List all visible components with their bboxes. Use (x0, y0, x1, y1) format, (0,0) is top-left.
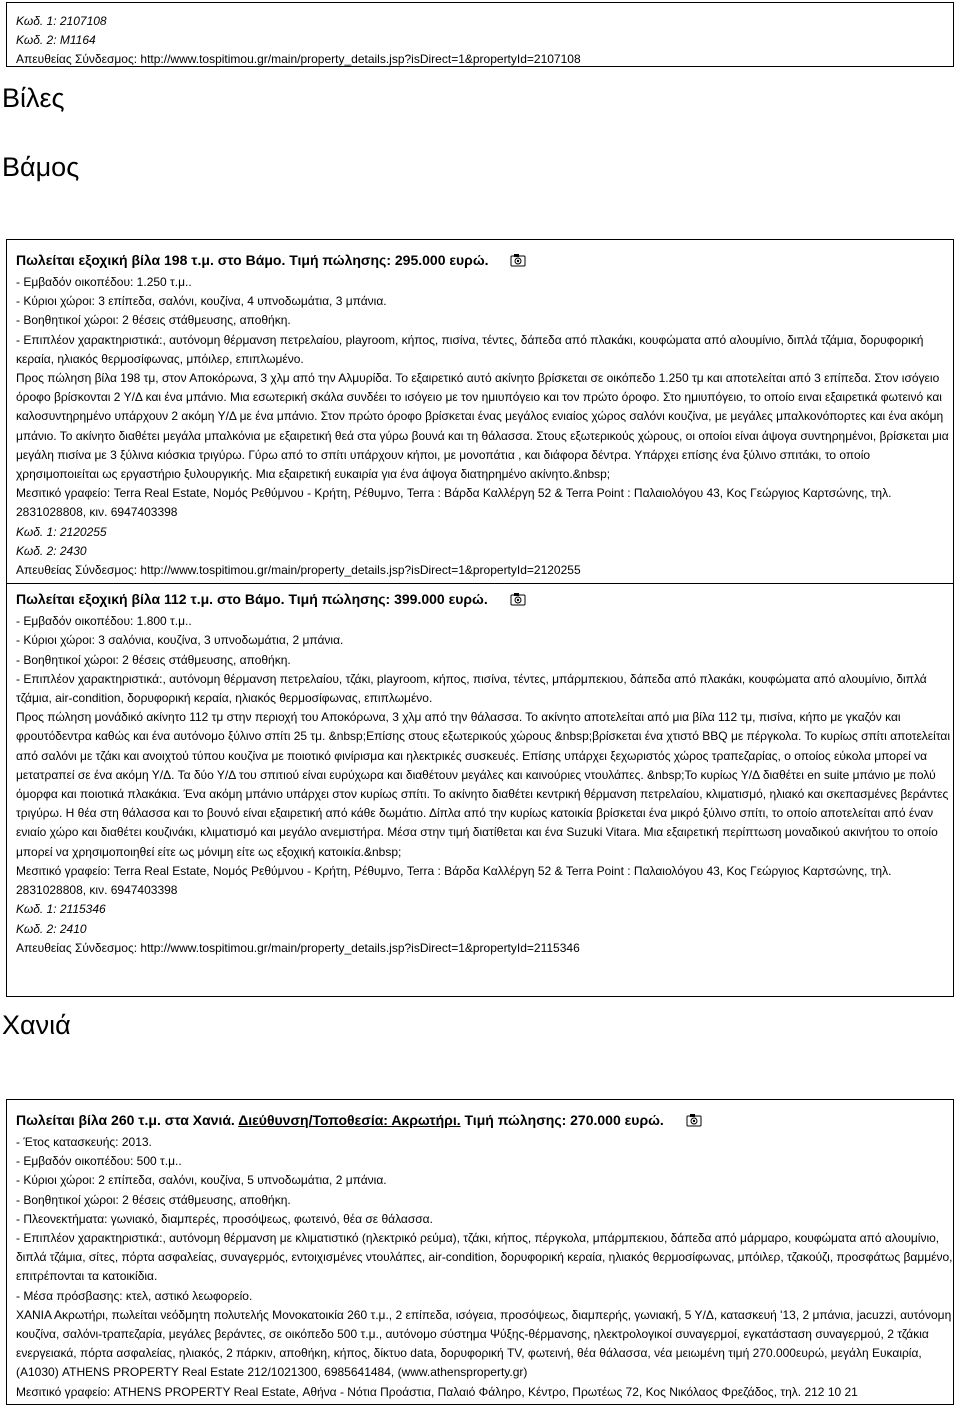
camera-icon[interactable] (510, 590, 526, 612)
listing3-description: ΧΑΝΙΑ Ακρωτήρι, πωλείται νεόδμητη πολυτελής Μονοκατοικία 260 τ.μ., 2 επίπεδα, ισόγεια, προσόψεως, διαμπερής, γωνιακή, 5 Υ/Δ, κατασκευή '13, 2 μπάνια, jacuzzi, αυτόνομη κουζίνα, σαλόνι-τραπεζαρία, μεγάλες βεράντες, σε οικόπεδο 500 τ.μ., αυτόνομο σύστημα Ψύξης-θέρμανσης, ηλεκτρολογικοί συναγερμοί, εγκατάσταση συναγερμού, 2 τζάκια ενεργειακά, πόρτα ασφαλείας, ηλιακός, 2 πάρκιν, αποθήκη, κήπος, δίκτυο data, δορυφορική TV, φωτεινή, θέα θάλασσα, νέα μειωμένη τιμή 270.000ευρώ, μεγάλη Ευκαιρία, (Α1030) ATHENS PROPERTY Real Estate 212/1021300, 6985641484, (www.athensproperty.gr) (16, 1307, 952, 1380)
listing1-extras: - Επιπλέον χαρακτηριστικά:, αυτόνομη θέρμανση πετρελαίου, playroom, κήπος, πισίνα, τέντες, δάπεδα από πλακάκι, κουφώματα από αλουμίνιο, διπλά τζάμια, δορυφορική κεραία, ηλιακός θερμοσίφωνας, μπόιλερ, επιπλωμένο. (16, 332, 924, 366)
listing3-plot: - Εμβαδόν οικοπέδου: 500 τ.μ.. (16, 1154, 182, 1169)
listing3-title (16, 1109, 953, 1133)
listing2-broker: Μεσιτικό γραφείο: Terra Real Estate, Νομός Ρεθύμνου - Κρήτη, Ρέθυμνο, Terra : Βάρδα Καλλέργη 52 & Terra Point : Παλαιολόγου 43, Κος Γεώργιος Καρτσώνης, τηλ. 2831028808, κιν. 6947403398 (16, 863, 892, 898)
listing2-main-spaces: - Κύριοι χώροι: 3 σαλόνια, κουζίνα, 3 υπνοδωμάτια, 2 μπάνια. (16, 633, 344, 648)
region-villas-heading: Βίλες (2, 83, 65, 113)
listing2-description: Προς πώληση μονάδικό ακίνητο 112 τμ στην περιοχή του Αποκόρωνα, 3 χλμ από την θάλασσα. Το ακίνητο αποτελείται από μια βίλα 112 τμ, πισίνα, κήπο με γκαζόν και φρουτόδεντρα καθώς και ένα αυτόνομο ξύλινο σπίτι 25 τμ. &nbsp;Επίσης στους εξωτερικούς χώρους &nbsp;βρίσκεται ένα χτιστό BBQ με πέργκολα. Το κυρίως σπίτι αποτελείται από σαλόνι με τζάκι και ανοιχτού τύπου κουζίνα με ποιοτικό φινίρισμα και ηλεκτρικές συσκευές. Επίσης υπάρχει ξεχωριστός χώρος τραπεζαρίας, ο οποίος εύκολα μπορεί να μετατραπεί σε ένα ακόμη Υ/Δ. Τα δύο Υ/Δ του σπιτιού είναι ευρύχωρα και διαθέτουν μεγάλες και καινούριες ντουλάπες. &nbsp;Το κυρίως Υ/Δ διαθέτει en suite μπάνιο με πολύ όμορφα και ποιοτικά πλακάκια. Ένα ακόμη μπάνιο υπάρχει στον κυρίως σπίτι. Το ακίνητο διαθέτει κεντρική θέρμανση πετρελαίου, κλιματισμό, ηλιακό και σκεπασμένες βεράντες τριγύρω. Η θέα στη θάλασσα και το βουνό είναι εξαιρετική από κάθε δωμάτιο. Δίπλα από την κυρίως κατοικία βρίσκεται ένα μικρό ξύλινο σπίτι, το οποίο αποτελείται από έναν ενιαίο χώρο και διαθέτει κουζινάκι, κλιματισμό και μεγάλο ανεμιστήρα. Μέσα στην τιμή διατίθεται και ένα Suzuki Vitara. Μια εξαιρετική περίπτωση μοναδικού ακινήτου το οποίο μπορεί να χρησιμοποιηθεί είτε ως μόνιμη είτε ως εξοχική κατοικία.&nbsp; (16, 710, 950, 859)
listing3-title-pre: Πωλείται βίλα 260 τ.μ. στα Χανιά. (16, 1112, 239, 1128)
listing1-plot: - Εμβαδόν οικοπέδου: 1.250 τ.μ.. (16, 275, 192, 289)
listing1-broker: Μεσιτικό γραφείο: Terra Real Estate, Νομός Ρεθύμνου - Κρήτη, Ρέθυμνο, Terra : Βάρδα Καλλέργη 52 & Terra Point : Παλαιολόγου 43, Κος Γεώργιος Καρτσώνης, τηλ. 2831028808, κιν. 6947403398 (16, 486, 892, 520)
listing1-main-spaces: - Κύριοι χώροι: 3 επίπεδα, σαλόνι, κουζίνα, 4 υπνοδωμάτια, 3 μπάνια. (16, 294, 387, 309)
vamos-listings-box (6, 239, 954, 997)
listing1-code2: Κωδ. 2: 2430 (16, 543, 87, 558)
listing1-description: Προς πώληση βίλα 198 τμ, στον Αποκόρωνα, 3 χλμ από την Αλμυρίδα. Το εξαιρετικό αυτό ακίνητο βρίσκεται σε οικόπεδο 1.250 τμ και αποτελείται από 3 επίπεδα. Στον ισόγειο όροφο βρίσκονται 2 Υ/Δ και ένα μπάνιο. Μια εσωτερική σκάλα συνδέει το ισόγειο με τον ημιυπόγειο και τον πρώτο όροφο. Στο ημιυπόγειο, το οποίο ειναι εξαιρετικά φωτεινό και καλοσυντηρημένο υπάρχουν 2 ακόμη Υ/Δ με ένα μπάνιο. Στον πρώτο όροφο βρίσκεται ένας μεγάλος ενιαίος χώρος σαλόνι κουζίνα, με μεγάλες μπαλκονόπορτες και ένα ακόμη μπάνιο. Το ακίνητο διαθέτει μεγάλα μπαλκόνια με εξαιρετική θεά στα γύρω βουνά και τη θάλασσα. Στους εξωτερικούς χώρους, οι οποίοι είναι άψογα συντηρημένοι, βρίσκεται μια μεγάλη πισίνα με 3 ξύλινα κιόσκια τριγύρω. Γύρω από το σπίτι υπάρχουν κήποι, με μονοπάτια , και διάφορα δέντρα. Υπάρχει επίσης ένα ξύλινο σπιτάκι, το οποίο χρησιμοποιείται ως εργαστήριο ξυλουργικής. Μια εξαιρετική ευκαιρία για ένα άψογα διατηρημένο ακίνητο.&nbsp; (16, 371, 949, 482)
listing2-direct-link[interactable]: Απευθείας Σύνδεσμος: http://www.tospitimou.gr/main/property_details.jsp?isDirect=1&propertyId=2115346 (16, 940, 580, 955)
listing3-advantages: - Πλεονεκτήματα: γωνιακό, διαμπερές, προσόψεως, φωτεινό, θέα σε θάλασσα. (16, 1211, 433, 1226)
listing2-title (16, 588, 953, 612)
region-chania-heading: Χανιά (2, 1010, 71, 1040)
camera-icon[interactable] (510, 251, 526, 273)
listing-divider (7, 583, 953, 584)
listing3-transport: - Μέσα πρόσβασης: κτελ, αστικό λεωφορείο. (16, 1288, 253, 1303)
header-code2: Κωδ. 2: M1164 (16, 33, 96, 48)
listing3-extras: - Επιπλέον χαρακτηριστικά:, αυτόνομη θέρμανση με κλιματιστικό (ηλεκτρικό ρεύμα), τζάκι, κήπος, πέργκολα, μπάρμπεκιου, δάπεδα από μάρμαρο, κουφώματα από αλουμίνιο, διπλά τζάμια, σίτες, πόρτα ασφαλείας, συναγερμός, εντοιχισμένες ντουλάπες, air-condition, δορυφορική κεραία, ηλιακός θερμοσίφωνας, μπόιλερ, τζακούζι, προσφάτως βαμμένο, επιτρέπονται τα κατοικίδια. (16, 1231, 953, 1284)
listing3-year: - Έτος κατασκευής: 2013. (16, 1135, 152, 1149)
listing3-aux-spaces: - Βοηθητικοί χώροι: 2 θέσεις στάθμευσης, αποθήκη. (16, 1192, 291, 1207)
listing3-title-address: Διεύθυνση/Τοποθεσία: Ακρωτήρι. (238, 1112, 461, 1128)
listing2-code2: Κωδ. 2: 2410 (16, 921, 87, 936)
listing2-plot: - Εμβαδόν οικοπέδου: 1.800 τ.μ.. (16, 614, 192, 629)
listing1-title (16, 249, 953, 273)
listing3-title-price: Τιμή πώλησης: 270.000 ευρώ. (460, 1112, 664, 1128)
listing2-extras: - Επιπλέον χαρακτηριστικά:, αυτόνομη θέρμανση πετρελαίου, τζάκι, playroom, κήπος, πισίνα, τέντες, μπάρμπεκιου, δάπεδα από πλακάκι, κουφώματα από αλουμίνιο, διπλά τζάμια, air-condition, δορυφορική κεραία, ηλιακός θερμοσίφωνας, επιπλωμένο. (16, 671, 927, 706)
region-vamos-heading: Βάμος (2, 152, 80, 182)
listing2-aux-spaces: - Βοηθητικοί χώροι: 2 θέσεις στάθμευσης, αποθήκη. (16, 652, 291, 667)
header-box (6, 2, 954, 67)
listing1-title-text: Πωλείται εξοχική βίλα 198 τ.μ. στο Βάμο. Τιμή πώλησης: 295.000 ευρώ. (16, 252, 489, 268)
listing3-main-spaces: - Κύριοι χώροι: 2 επίπεδα, σαλόνι, κουζίνα, 5 υπνοδωμάτια, 2 μπάνια. (16, 1173, 387, 1188)
listing3-broker: Μεσιτικό γραφείο: ATHENS PROPERTY Real Estate, Αθήνα - Νότια Προάστια, Παλαιό Φάληρο, Κέντρο, Πρωτέως 72, Κος Νικόλαος Φρεζάδος, τηλ. 212 10 21 (16, 1384, 858, 1399)
header-direct-link[interactable]: Απευθείας Σύνδεσμος: http://www.tospitimou.gr/main/property_details.jsp?isDirect=1&propertyId=2107108 (16, 52, 581, 67)
chania-listings-box (6, 1099, 954, 1405)
listing1-direct-link[interactable]: Απευθείας Σύνδεσμος: http://www.tospitimou.gr/main/property_details.jsp?isDirect=1&propertyId=2120255 (16, 563, 581, 578)
listing1-code1: Κωδ. 1: 2120255 (16, 524, 107, 539)
header-code1: Κωδ. 1: 2107108 (16, 14, 107, 28)
listing2-title-text: Πωλείται εξοχική βίλα 112 τ.μ. στο Βάμο. Τιμή πώλησης: 399.000 ευρώ. (16, 591, 488, 608)
listing1-aux-spaces: - Βοηθητικοί χώροι: 2 θέσεις στάθμευσης, αποθήκη. (16, 313, 291, 328)
listing2-code1: Κωδ. 1: 2115346 (16, 902, 106, 917)
camera-icon[interactable] (686, 1111, 702, 1133)
